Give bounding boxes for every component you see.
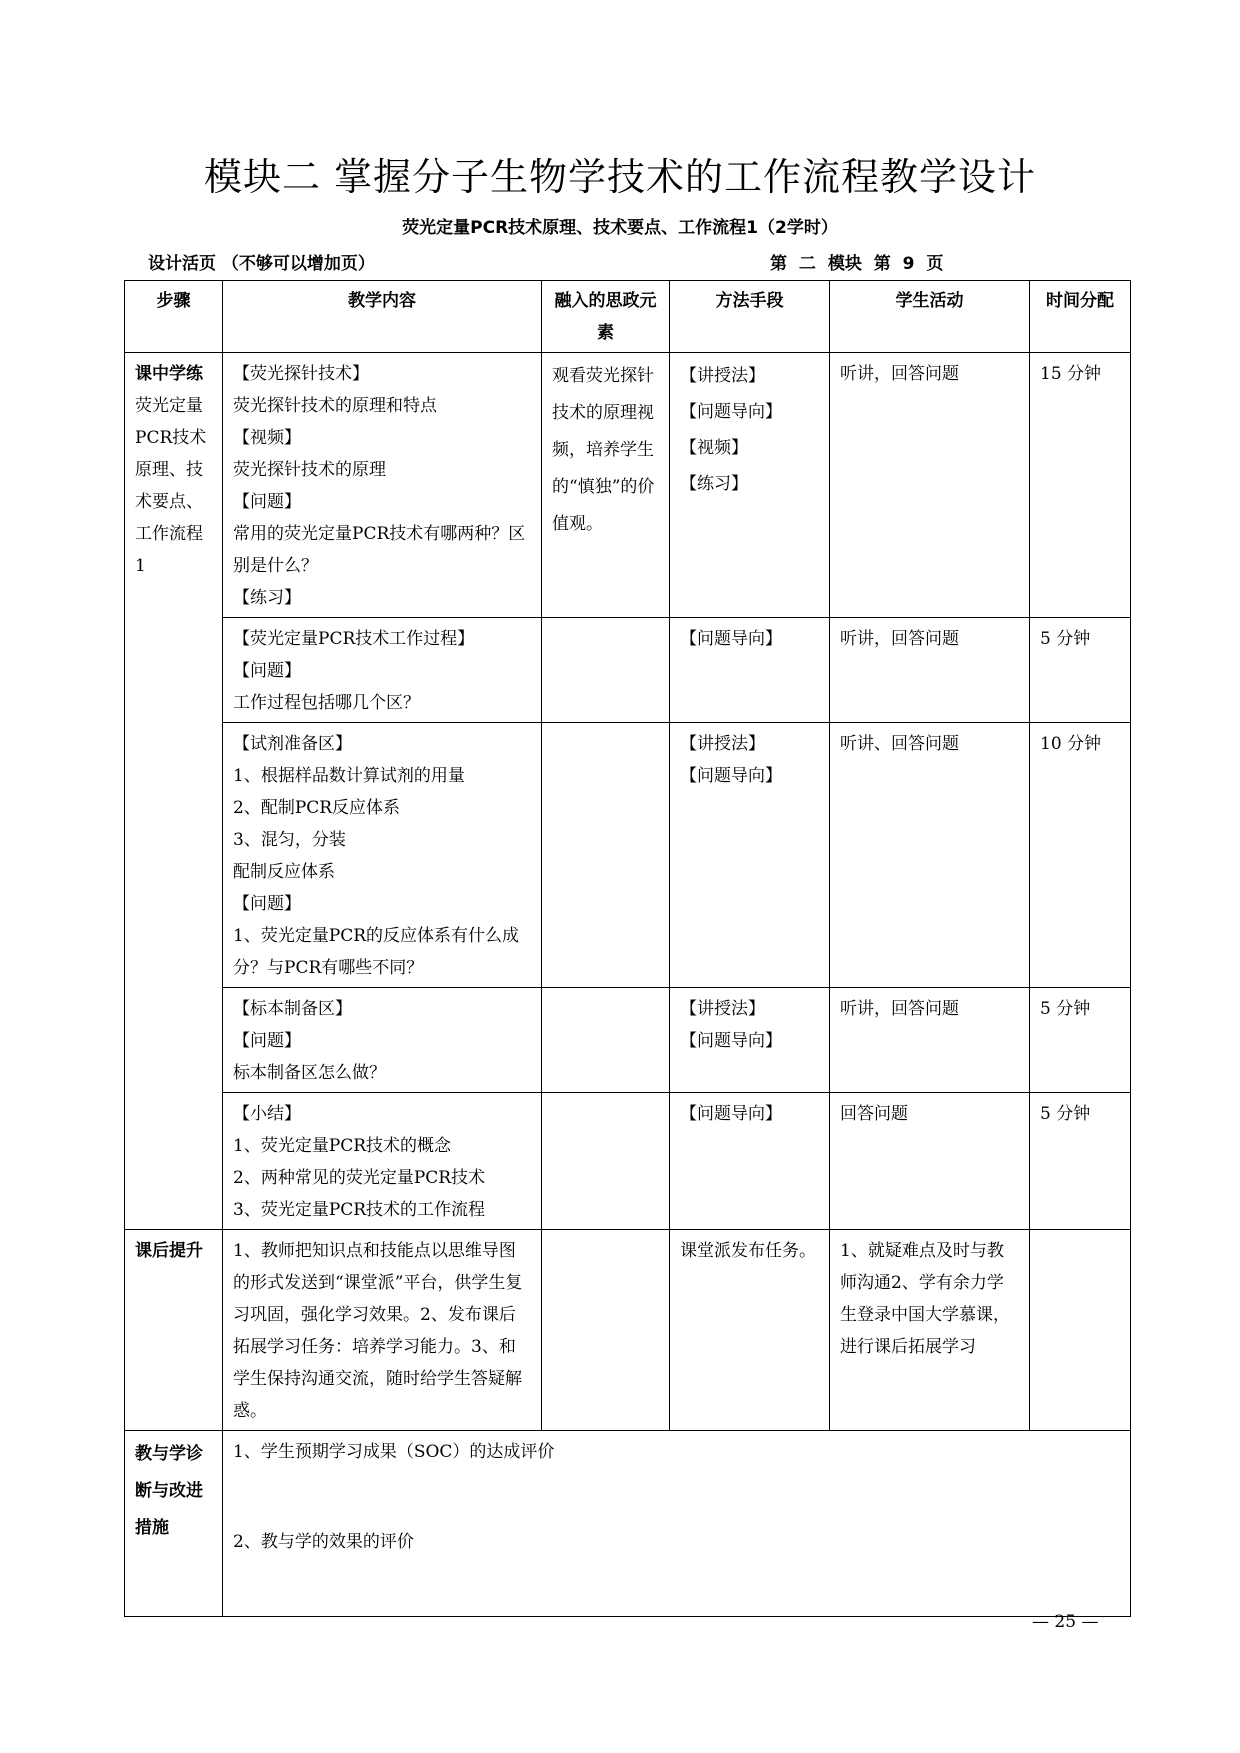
method-item: 【讲授法】: [680, 999, 765, 1019]
time-cell: 5 分钟: [1030, 1093, 1131, 1230]
method-item: 【问题导向】: [680, 629, 782, 649]
content-cell: [223, 988, 542, 1093]
method-item: 【问题导向】: [680, 1031, 782, 1051]
header-activity: 学生活动: [830, 281, 1030, 353]
activity-cell: 听讲，回答问题: [830, 353, 1030, 618]
content-line: 配制反应体系: [233, 862, 335, 882]
content-line: 2、配制PCR反应体系: [233, 798, 401, 818]
method-item: 【讲授法】: [680, 734, 765, 754]
method-item: 【视频】: [680, 438, 748, 458]
content-line: 3、荧光定量PCR技术的工作流程: [233, 1200, 486, 1220]
content-line: 1、根据样品数计算试剂的用量: [233, 766, 465, 786]
step-cell-after-class: [125, 1230, 223, 1431]
table-row: [125, 988, 1131, 1093]
content-line: 【荧光探针技术】: [233, 364, 369, 384]
methods-cell: [670, 353, 830, 618]
table-row: [125, 353, 1131, 618]
header-step: 步骤: [125, 281, 223, 353]
methods-cell: [670, 618, 830, 723]
content-line: 常用的荧光定量PCR技术有哪两种？区别是什么？: [233, 524, 526, 576]
ideology-cell: [542, 618, 670, 723]
time-cell: [1030, 1230, 1131, 1431]
content-cell: [223, 1093, 542, 1230]
step-title: 教与学诊断与改进措施: [135, 1444, 203, 1538]
method-item: 【问题导向】: [680, 402, 782, 422]
content-line: 【练习】: [233, 588, 301, 608]
step-cell-in-class: [125, 353, 223, 1230]
diagnosis-item: 2、教与学的效果的评价: [233, 1532, 414, 1552]
time-cell: 15 分钟: [1030, 353, 1131, 618]
lesson-plan-table: [124, 280, 1131, 1617]
activity-cell: 听讲，回答问题: [830, 988, 1030, 1093]
content-cell: [223, 618, 542, 723]
table-header-row: [125, 281, 1131, 353]
header-content: 教学内容: [223, 281, 542, 353]
time-cell: 5 分钟: [1030, 618, 1131, 723]
methods-cell: [670, 1093, 830, 1230]
ideology-cell: [542, 723, 670, 988]
content-line: 标本制备区怎么做？: [233, 1063, 386, 1083]
content-line: 【视频】: [233, 428, 301, 448]
design-sheet-label: 设计活页 （不够可以增加页）: [148, 254, 375, 274]
table-row: [125, 618, 1131, 723]
content-line: 3、混匀，分装: [233, 830, 346, 850]
content-line: 荧光探针技术的原理: [233, 460, 386, 480]
method-item: 【问题导向】: [680, 1104, 782, 1124]
diagnosis-cell: [223, 1431, 1131, 1617]
content-line: 1、荧光定量PCR的反应体系有什么成分？与PCR有哪些不同？: [233, 926, 520, 978]
content-line: 【荧光定量PCR技术工作过程】: [233, 629, 475, 649]
content-cell: [223, 723, 542, 988]
methods-cell: [670, 988, 830, 1093]
diagnosis-item: 1、学生预期学习成果（SOC）的达成评价: [233, 1442, 555, 1462]
content-line: 1、荧光定量PCR技术的概念: [233, 1136, 452, 1156]
activity-cell: 听讲，回答问题: [830, 618, 1030, 723]
header-time: 时间分配: [1030, 281, 1131, 353]
table-row: [125, 723, 1131, 988]
methods-cell: [670, 723, 830, 988]
ideology-text: 观看荧光探针技术的原理视频，培养学生的“慎独”的价值观。: [552, 366, 655, 534]
content-cell: [223, 353, 542, 618]
content-line: 【问题】: [233, 1031, 301, 1051]
content-line: 【小结】: [233, 1104, 301, 1124]
time-cell: 10 分钟: [1030, 723, 1131, 988]
header-ideology: 融入的思政元素: [542, 281, 670, 353]
content-cell: 1、教师把知识点和技能点以思维导图的形式发送到“课堂派”平台，供学生复习巩固，强化学习效果。2、发布课后拓展学习任务：培养学习能力。3、和学生保持沟通交流，随时给学生答疑解惑。: [223, 1230, 542, 1431]
step-description: 荧光定量PCR技术原理、技术要点、工作流程1: [135, 396, 207, 576]
step-title: 课中学练: [135, 364, 203, 384]
activity-cell: 听讲、回答问题: [830, 723, 1030, 988]
ideology-cell: [542, 353, 670, 618]
method-item: 【问题导向】: [680, 766, 782, 786]
diagnosis-spacer: [233, 1468, 1120, 1526]
module-page-label: 第 二 模块 第 9 页: [770, 254, 944, 274]
ideology-cell: [542, 1230, 670, 1431]
method-item: 【讲授法】: [680, 366, 765, 386]
page-number: — 25 —: [1032, 1612, 1099, 1632]
lesson-subtitle: 荧光定量PCR技术原理、技术要点、工作流程1（2学时）: [402, 218, 838, 238]
content-line: 【问题】: [233, 894, 301, 914]
content-line: 【试剂准备区】: [233, 734, 352, 754]
method-item: 【练习】: [680, 474, 748, 494]
activity-cell: 1、就疑难点及时与教师沟通2、学有余力学生登录中国大学慕课，进行课后拓展学习: [830, 1230, 1030, 1431]
step-cell-diagnosis: [125, 1431, 223, 1617]
table-row: [125, 1431, 1131, 1617]
ideology-cell: [542, 988, 670, 1093]
time-cell: 5 分钟: [1030, 988, 1131, 1093]
table-row: [125, 1230, 1131, 1431]
content-line: 工作过程包括哪几个区？: [233, 693, 420, 713]
content-line: 【标本制备区】: [233, 999, 352, 1019]
header-methods: 方法手段: [670, 281, 830, 353]
step-title: 课后提升: [135, 1241, 203, 1261]
ideology-cell: [542, 1093, 670, 1230]
content-line: 荧光探针技术的原理和特点: [233, 396, 437, 416]
content-line: 2、两种常见的荧光定量PCR技术: [233, 1168, 486, 1188]
page-title: 模块二 掌握分子生物学技术的工作流程教学设计: [203, 155, 1037, 199]
content-line: 【问题】: [233, 661, 301, 681]
methods-cell: 课堂派发布任务。: [670, 1230, 830, 1431]
content-line: 【问题】: [233, 492, 301, 512]
table-row: [125, 1093, 1131, 1230]
activity-cell: 回答问题: [830, 1093, 1030, 1230]
